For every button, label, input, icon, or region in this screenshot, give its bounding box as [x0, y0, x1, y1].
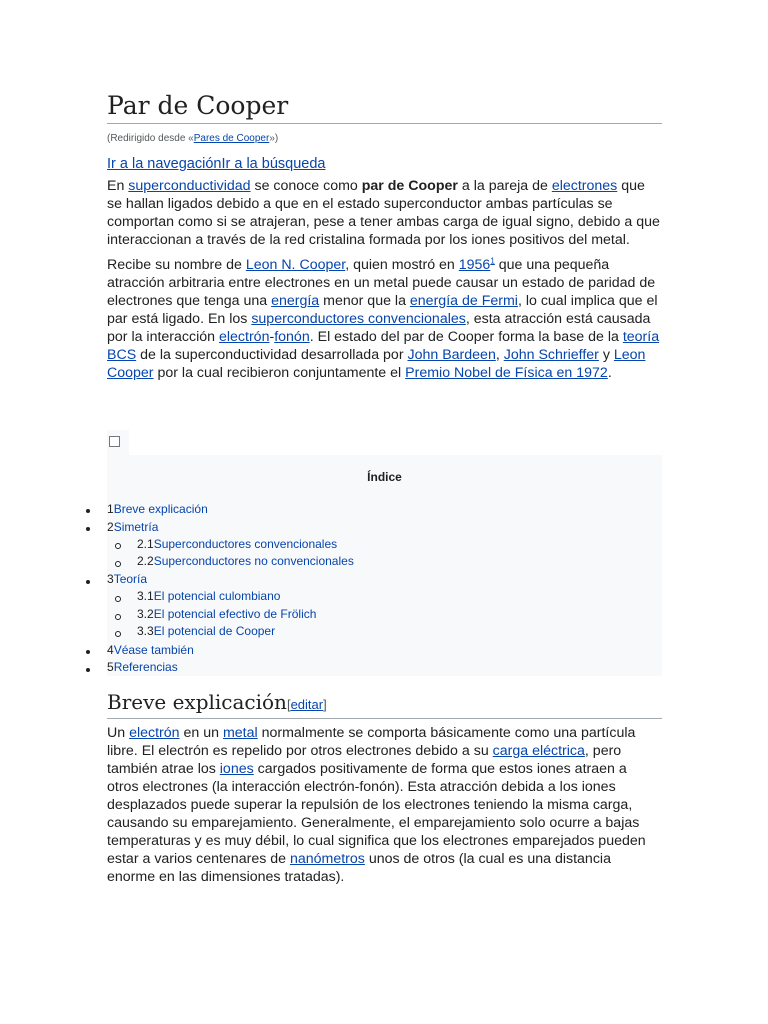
toc-bullet — [86, 580, 90, 584]
link-john-schrieffer[interactable]: John Schrieffer — [503, 347, 599, 363]
toc-item-2-1[interactable]: 2.1Superconductores convencionales — [137, 537, 338, 551]
toc-item-2-2[interactable]: 2.2Superconductores no convencionales — [137, 554, 354, 568]
redirect-notice: (Redirigido desde «Pares de Cooper») — [107, 133, 279, 144]
toc-bullet — [86, 527, 90, 531]
toc-item-3-1[interactable]: 3.1El potencial culombiano — [137, 589, 281, 603]
toc-sub-bullet — [115, 614, 121, 620]
link-iones[interactable]: iones — [219, 761, 254, 777]
link-1956[interactable]: 1956 — [458, 257, 491, 273]
toc-sub-bullet — [115, 543, 121, 549]
link-electrones[interactable]: electrones — [551, 178, 618, 194]
page-title: Par de Cooper — [107, 90, 662, 124]
section-breve-explicacion — [107, 724, 662, 886]
toc-bullet — [86, 668, 90, 672]
intro-paragraph-1: En superconductividad se conoce como par de Cooper a la pareja de electrones que se hallan ligados debido a que en el estado superconductor ambas partículas se comportan como si se atrajeran, pese a tener ambas carga de igual signo, debido a que interaccionan a través de la red cristalina formada por los iones positivos del metal. — [107, 178, 660, 248]
toc-toggle-checkbox[interactable] — [109, 436, 120, 447]
link-nanometros[interactable]: nanómetros — [289, 851, 365, 867]
link-superconductividad[interactable]: superconductividad — [128, 178, 251, 194]
toc-item-1[interactable]: 1Breve explicación — [107, 502, 208, 516]
link-electron[interactable]: electrón — [218, 329, 270, 345]
link-energia-de-fermi[interactable]: energía de Fermi — [409, 293, 518, 309]
link-energia[interactable]: energía — [271, 293, 320, 309]
link-leon-n-cooper[interactable]: Leon N. Cooper — [245, 257, 346, 273]
toc-item-2[interactable]: 2Simetría — [107, 520, 159, 534]
toc-item-3[interactable]: 3Teoría — [107, 572, 148, 586]
link-premio-nobel-1972[interactable]: Premio Nobel de Física en 1972 — [405, 365, 608, 381]
edit-section-link[interactable]: editar — [290, 697, 324, 712]
link-teoria-bcs[interactable]: teoría BCS — [107, 329, 660, 363]
toc-sub-bullet — [115, 631, 121, 637]
link-leon-cooper[interactable]: Leon Cooper — [107, 347, 646, 381]
toc-item-4[interactable]: 4Véase también — [107, 643, 194, 657]
toc-bullet — [86, 650, 90, 654]
toc-item-3-2[interactable]: 3.2El potencial efectivo de Frölich — [137, 607, 317, 621]
reference-1[interactable]: 1 — [490, 256, 495, 266]
intro-paragraph-2: Recibe su nombre de Leon N. Cooper, quien mostró en 1956$^1$ que una pequeña atracción arbitraria entre electrones en un metal puede causar un estado de paridad de electrones que tenga una energía menor que la energía de Fermi, lo cual implica que el par está ligado. En los superconductores convencionales, esta atracción está causada por la interacción electrón-fonón. El estado del par de Cooper forma la base de la teoría BCS de la superconductividad desarrollada por John Bardeen, John Schrieffer y Leon Cooper por la cual recibieron conjuntamente el Premio Nobel de Física en 1972. — [107, 256, 660, 381]
toc-title: Índice — [367, 470, 402, 484]
link-fonon[interactable]: fonón — [274, 329, 310, 345]
article-content — [107, 90, 662, 382]
toc-item-5[interactable]: 5Referencias — [107, 660, 178, 674]
link-electron-2[interactable]: electrón — [129, 725, 180, 741]
toc-item-3-3[interactable]: 3.3El potencial de Cooper — [137, 624, 276, 638]
toc-bullet — [86, 509, 90, 513]
link-superconductores-convencionales[interactable]: superconductores convencionales — [251, 311, 466, 327]
toc-sub-bullet — [115, 561, 121, 567]
jump-to-navigation-link[interactable]: Ir a la navegación — [107, 156, 222, 172]
jump-to-search-link[interactable]: Ir a la búsqueda — [221, 156, 326, 172]
toc-sub-bullet — [115, 596, 121, 602]
link-metal[interactable]: metal — [222, 725, 258, 741]
redirect-link[interactable]: Pares de Cooper — [193, 133, 270, 144]
toc-header-spacer — [129, 430, 662, 455]
jump-links — [107, 155, 662, 173]
link-john-bardeen[interactable]: John Bardeen — [407, 347, 496, 363]
section-paragraph: Un electrón en un metal normalmente se comporta básicamente como una partícula libre. El electrón es repelido por otros electrones debido a su carga eléctrica, pero también atrae los iones cargados positivamente de forma que estos iones atraen a otros electrones (la interacción electrón-fonón). Esta atracción debida a los iones desplazados puede superar la repulsión de los electrones teniendo la misma carga, causando su emparejamiento. Generalmente, el emparejamiento solo ocurre a bajas temperaturas y es muy débil, lo cual significa que los electrones emparejados pueden estar a varios centenares de nanómetros unos de otros (la cual es una distancia enorme en las dimensiones tratadas). — [107, 725, 646, 885]
link-carga-electrica[interactable]: carga eléctrica — [492, 743, 585, 759]
section-heading-breve-explicacion: Breve explicación[editar] — [107, 689, 662, 719]
edit-section-link-wrapper: [editar] — [286, 697, 327, 712]
